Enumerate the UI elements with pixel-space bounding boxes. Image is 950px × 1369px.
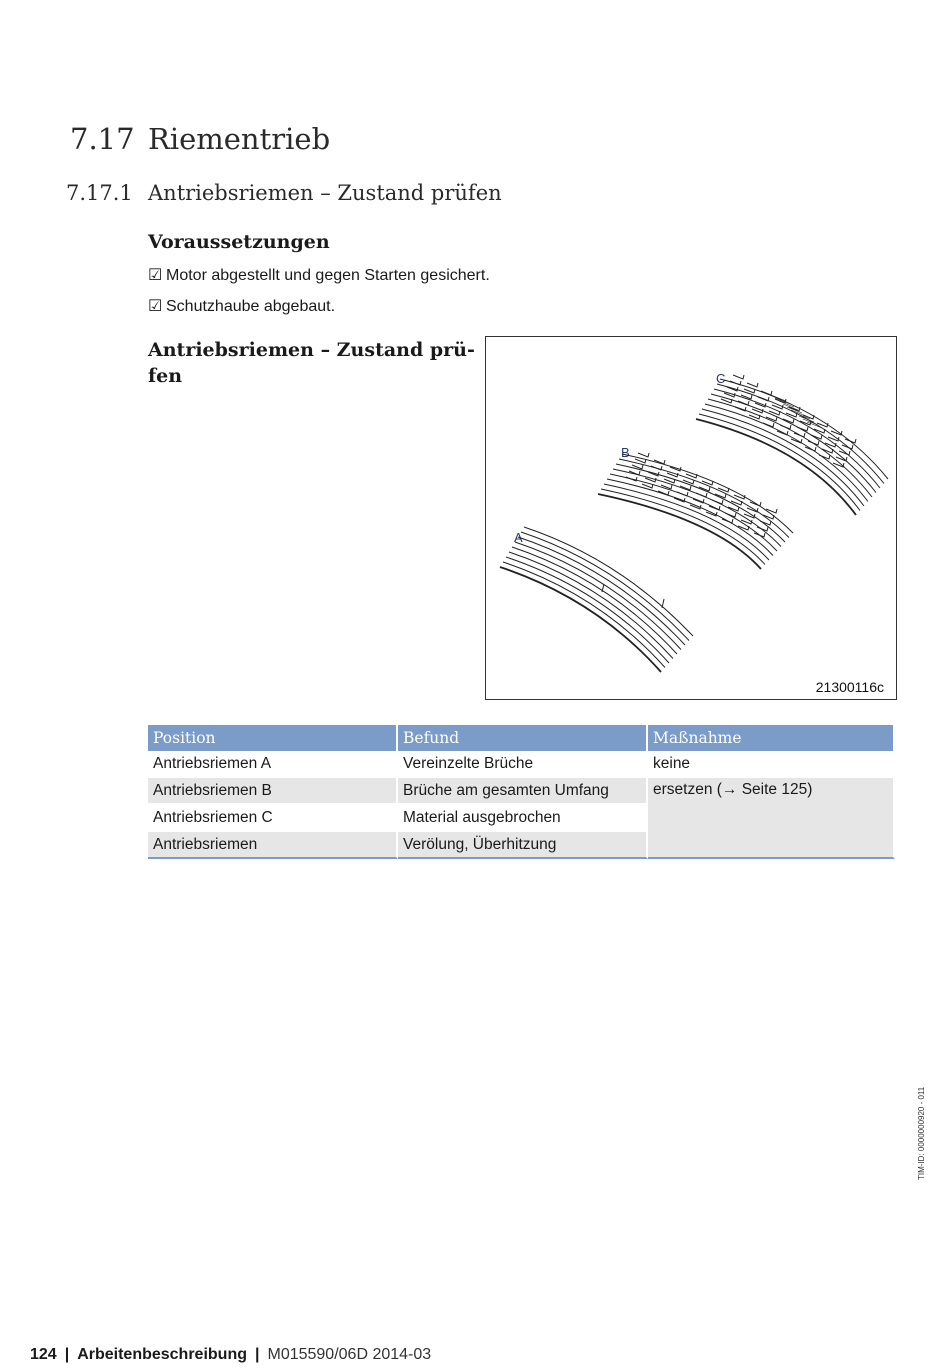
belt-c-crack: [777, 431, 788, 435]
belt-c-crack: [730, 381, 741, 385]
page-number: 124: [30, 1346, 57, 1363]
belt-b-crack: [677, 492, 688, 496]
belt-b-crack: [750, 502, 761, 506]
header-befund: Befund: [398, 725, 648, 751]
cell-massnahme: keine: [648, 751, 895, 778]
belt-b-crack: [651, 466, 662, 470]
footer-separator: |: [255, 1346, 260, 1363]
table-header: [148, 725, 895, 751]
belt-illustration: [486, 337, 896, 699]
header-position: Position: [148, 725, 398, 751]
belt-c-crack: [735, 407, 746, 411]
section-number: 7.17: [70, 122, 135, 156]
belt-c-crack: [738, 401, 749, 405]
precondition-item: [148, 265, 490, 285]
page-footer: [30, 1346, 431, 1364]
cell-position: Antriebsriemen A: [148, 751, 398, 778]
belt-c-crack: [780, 425, 791, 429]
label-b: B: [621, 445, 630, 460]
cell-befund: Verölung, Überhitzung: [398, 832, 648, 859]
preconditions-heading: Voraussetzungen: [148, 231, 330, 253]
belt-a-rib: [500, 567, 661, 672]
section-title: Riementrieb: [148, 122, 331, 156]
procedure-heading-line: fen: [148, 365, 183, 387]
precondition-text: Schutzhaube abgebaut.: [166, 298, 336, 315]
belt-c-crack: [836, 457, 847, 461]
belt-b-crack: [709, 506, 720, 510]
section-heading: [70, 122, 330, 156]
belt-c-crack: [763, 423, 774, 427]
cell-massnahme: ersetzen (→ Seite 125): [648, 778, 895, 859]
belt-c-crack: [758, 397, 769, 401]
checkbox-icon: ☑: [148, 298, 163, 315]
cell-position: Antriebsriemen C: [148, 805, 398, 832]
belt-b-crack: [696, 493, 707, 497]
belt-c-rib: [699, 414, 860, 511]
belt-c-crack: [808, 441, 819, 445]
footer-doc: M015590/06D 2014-03: [267, 1346, 432, 1363]
belt-b-crack: [722, 519, 733, 523]
belt-b-crack: [674, 498, 685, 502]
belt-b-crack: [626, 477, 637, 481]
tim-id: TIM-ID: 0000000920 - 011: [917, 1086, 926, 1180]
cell-position: Antriebsriemen: [148, 832, 398, 859]
belt-b-crack: [725, 513, 736, 517]
belt-c-hatch: [795, 413, 810, 419]
belt-c-crack: [794, 433, 805, 437]
table-row: [148, 778, 895, 805]
label-a: A: [514, 530, 523, 545]
belt-c-crack: [747, 383, 758, 387]
subsection-number: 7.17.1: [66, 181, 133, 205]
belt-c-crack: [845, 439, 856, 443]
belt-condition-figure: [485, 336, 897, 700]
precondition-item: [148, 296, 335, 316]
belt-a-rib: [506, 557, 669, 663]
cell-befund: Brüche am gesamten Umfang: [398, 778, 648, 805]
table-row: [148, 751, 895, 778]
figure-id: 21300116c: [815, 679, 884, 695]
belt-c-crack: [842, 445, 853, 449]
belt-c-rib: [708, 399, 872, 497]
belt-c-hatch: [775, 398, 790, 404]
footer-chapter: Arbeitenbeschreibung: [77, 1346, 247, 1363]
precondition-text: Motor abgestellt und gegen Starten gesichert.: [166, 267, 490, 284]
cell-befund: Material ausgebrochen: [398, 805, 648, 832]
belt-c-crack: [761, 391, 772, 395]
belt-b-crack: [638, 453, 649, 457]
belt-b-crack: [693, 499, 704, 503]
subsection-heading: [66, 181, 502, 205]
header-massnahme: Maßnahme: [648, 725, 895, 751]
belt-b-crack: [718, 488, 729, 492]
belt-c-crack: [805, 447, 816, 451]
belt-c-crack: [733, 375, 744, 379]
footer-separator: |: [64, 1346, 70, 1363]
cell-position: Antriebsriemen B: [148, 778, 398, 805]
belt-b-crack: [712, 500, 723, 504]
belt-c-rib: [696, 419, 856, 515]
inspection-table: [148, 725, 895, 859]
belt-c-rib: [714, 389, 880, 488]
subsection-title: Antriebsriemen – Zustand prüfen: [148, 181, 502, 205]
label-c: C: [716, 371, 726, 386]
checkbox-icon: ☑: [148, 267, 163, 284]
belt-b-crack: [683, 480, 694, 484]
cell-befund: Vereinzelte Brüche: [398, 751, 648, 778]
belt-c-crack: [752, 409, 763, 413]
procedure-heading: [148, 337, 475, 389]
procedure-heading-line: Antriebsriemen – Zustand prü-: [148, 339, 475, 361]
belt-b-crack: [754, 533, 765, 537]
